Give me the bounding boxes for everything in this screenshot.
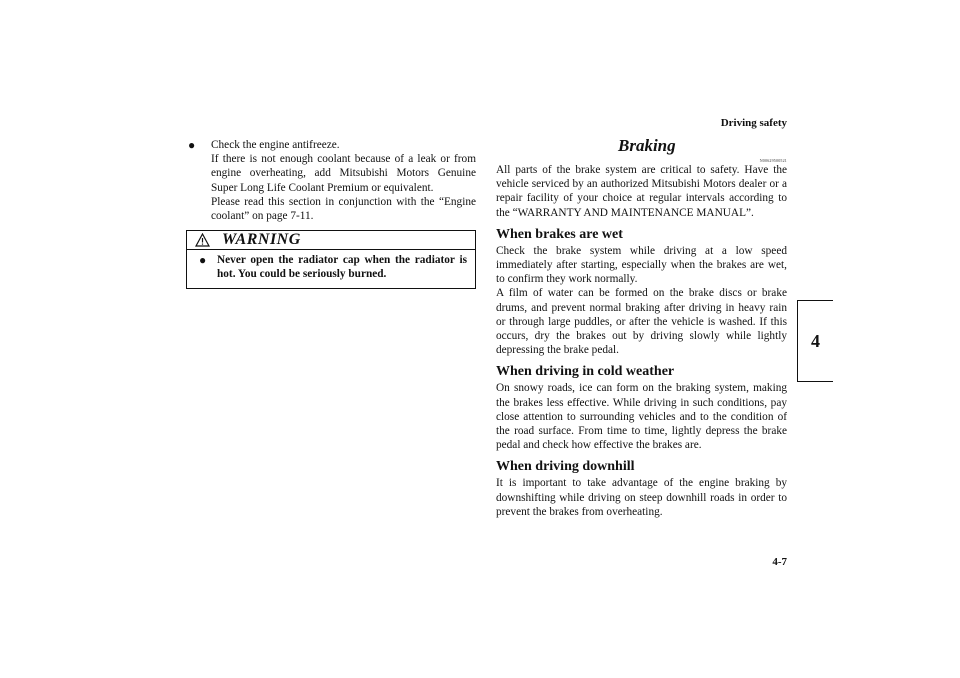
warning-header (187, 231, 475, 250)
section-title-row (496, 136, 787, 163)
antifreeze-text: Check the engine antifreeze. If there is not enough coolant because of a leak or from engine overheating, add Mitsubishi Motors Genuine Super Long Life Coolant Premium or equivalent. Please read this section in conjunction with the “Engine coolant” on page 7-11. (211, 139, 476, 223)
running-header: Driving safety (720, 117, 787, 129)
bullet-icon: ● (199, 253, 207, 268)
warning-title: WARNING (222, 231, 301, 249)
subsection-heading-wet: When brakes are wet (496, 226, 623, 242)
subsection-heading-downhill: When driving downhill (496, 459, 635, 475)
left-column (186, 138, 476, 289)
right-column (496, 136, 787, 519)
section-title: Braking (618, 136, 676, 155)
warning-box (186, 230, 476, 288)
chapter-tab (797, 300, 833, 382)
antifreeze-bullet-item (186, 138, 476, 223)
braking-intro: All parts of the brake system are critical to safety. Have the vehicle serviced by an authorized Mitsubishi Motors dealer or a repair facility of your choice at regular intervals according to the “WARRANTY AND MAINTENANCE MANUAL”. (496, 164, 787, 219)
warning-triangle-icon (195, 233, 210, 247)
subsection-text-downhill: It is important to take advantage of the engine braking by downshifting while driving on steep downhill roads in order to prevent the brakes from overheating. (496, 477, 787, 518)
chapter-number: 4 (811, 330, 820, 351)
page-number: 4-7 (772, 556, 787, 568)
warning-body (187, 250, 475, 287)
section-code: N00629500521 (759, 158, 787, 163)
warning-text: Never open the radiator cap when the radiator is hot. You could be seriously burned. (217, 254, 467, 281)
subsection-text-wet: Check the brake system while driving at a low speed immediately after starting, especially when the brakes are wet, to confirm they work normally. A film of water can be formed on the brake discs or brake drums, and prevent normal braking after driving in heavy rain or through large puddles, or after the vehicle is washed. If this occurs, dry the brakes out by driving slowly while lightly depressing the brake pedal. (496, 244, 787, 357)
subsection-heading-cold: When driving in cold weather (496, 364, 675, 380)
bullet-icon: ● (188, 138, 196, 152)
subsection-text-cold: On snowy roads, ice can form on the braking system, making the brakes less effective. While driving in such conditions, pay close attention to surrounding vehicles and to the condition of the road surface. From time to time, lightly depress the brake pedal and check how effective the brakes are. (496, 382, 787, 452)
